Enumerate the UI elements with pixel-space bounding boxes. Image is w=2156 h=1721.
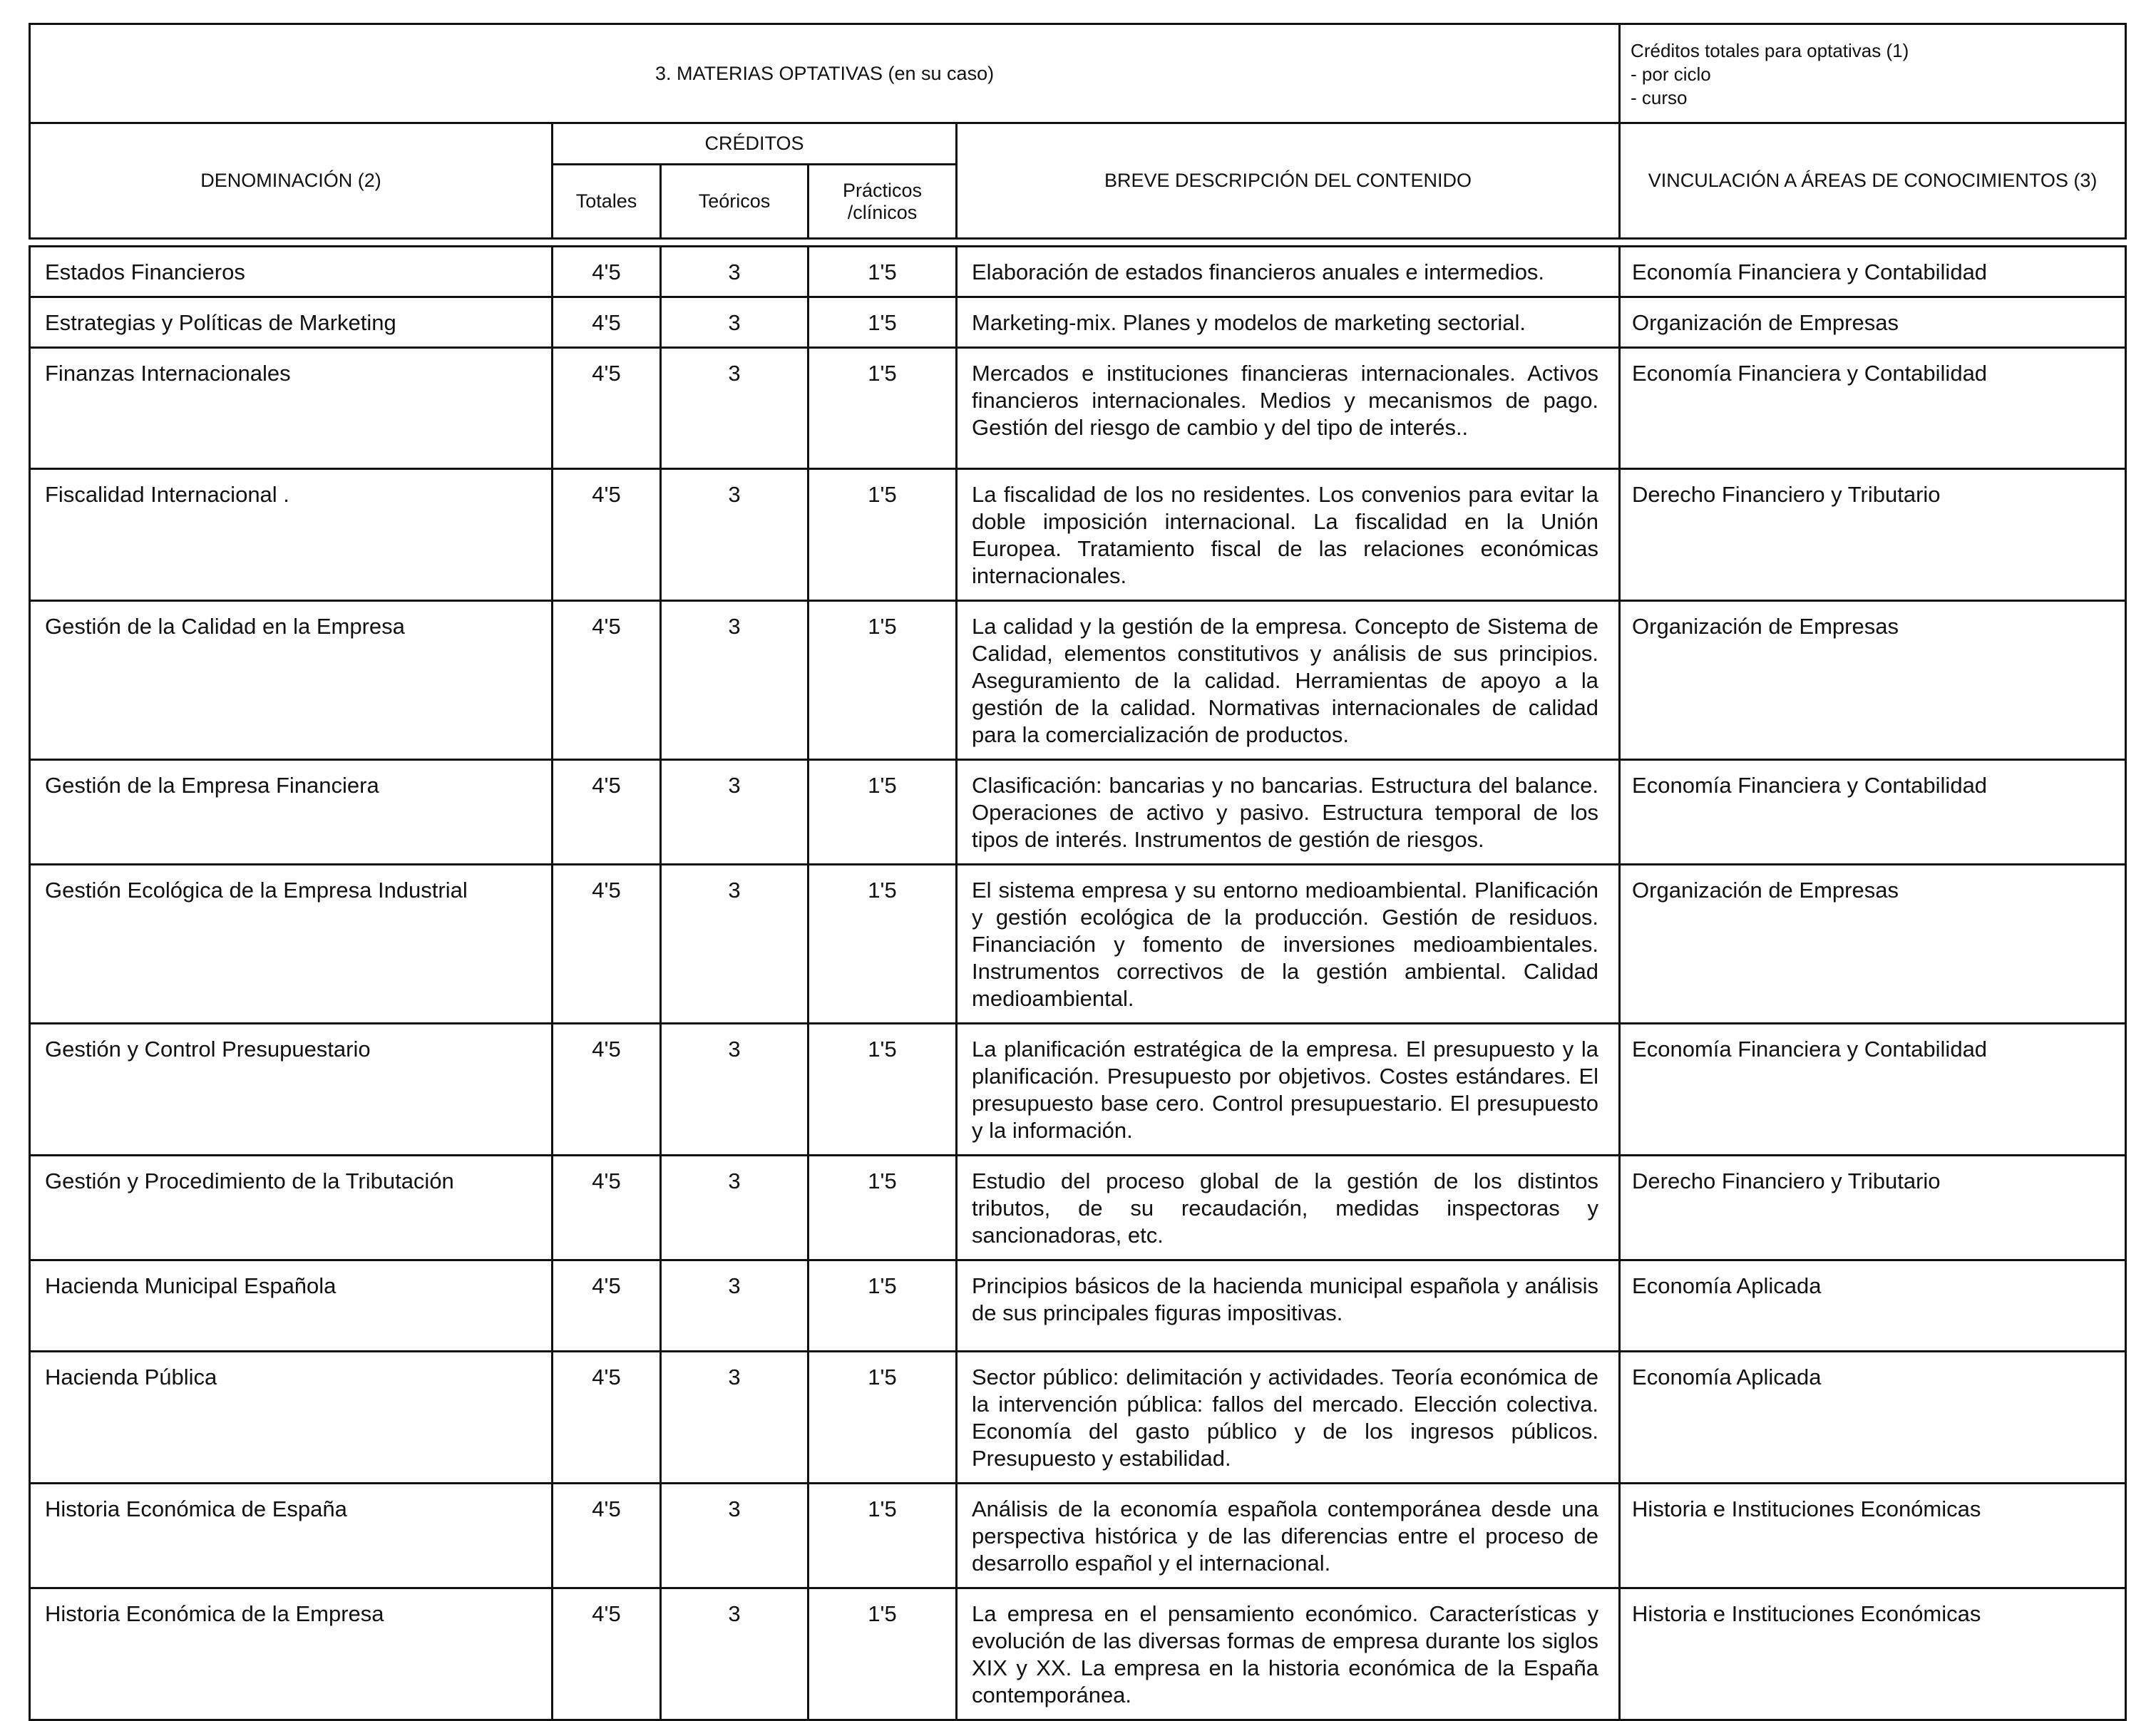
knowledge-area: Organización de Empresas [1620,601,2126,760]
credits-total: 4'5 [553,247,661,297]
credits-practice: 1'5 [808,760,957,865]
col-descripcion: BREVE DESCRIPCIÓN DEL CONTENIDO [957,123,1620,239]
optativas-sheet [29,23,2125,1721]
table-row [30,865,2126,1024]
credits-theory: 3 [661,1156,808,1260]
credits-note-line: - curso [1631,87,1688,108]
table-row [30,601,2126,760]
section-title: 3. MATERIAS OPTATIVAS (en su caso) [30,24,1620,123]
credits-theory: 3 [661,348,808,469]
subject-description: La fiscalidad de los no residentes. Los convenios para evitar la doble imposición internacional. La fiscalidad en la Unión Europea. Tratamiento fiscal de las relaciones económicas internacionales. [957,469,1620,601]
table-row [30,1156,2126,1260]
credits-practice: 1'5 [808,865,957,1024]
table-row [30,1260,2126,1352]
credits-practice: 1'5 [808,1156,957,1260]
subject-description: El sistema empresa y su entorno medioambiental. Planificación y gestión ecológica de la producción. Gestión de residuos. Financiación y fomento de inversiones medioambientales. Instrumentos correctivos de la gestión ambiental. Calidad medioambiental. [957,865,1620,1024]
credits-practice: 1'5 [808,1588,957,1720]
table-row [30,1352,2126,1484]
knowledge-area: Historia e Instituciones Económicas [1620,1484,2126,1588]
knowledge-area: Economía Financiera y Contabilidad [1620,247,2126,297]
knowledge-area: Organización de Empresas [1620,865,2126,1024]
knowledge-area: Economía Aplicada [1620,1260,2126,1352]
col-creditos: CRÉDITOS [553,123,957,165]
subject-description: La planificación estratégica de la empresa. El presupuesto y la planificación. Presupuesto por objetivos. Costes estándares. El presupuesto base cero. Control presupuestario. El presupuesto y la información. [957,1024,1620,1156]
credits-theory: 3 [661,469,808,601]
credits-total: 4'5 [553,760,661,865]
knowledge-area: Economía Financiera y Contabilidad [1620,1024,2126,1156]
knowledge-area: Economía Financiera y Contabilidad [1620,760,2126,865]
header-gap [30,239,2126,247]
credits-theory: 3 [661,297,808,348]
subject-description: Marketing-mix. Planes y modelos de marketing sectorial. [957,297,1620,348]
credits-total: 4'5 [553,348,661,469]
subject-name: Gestión de la Calidad en la Empresa [30,601,553,760]
col-denominacion: DENOMINACIÓN (2) [30,123,553,239]
credits-theory: 3 [661,1588,808,1720]
credits-practice: 1'5 [808,1024,957,1156]
table-row [30,760,2126,865]
credits-total: 4'5 [553,1588,661,1720]
subject-name: Hacienda Pública [30,1352,553,1484]
col-totales: Totales [553,165,661,239]
subject-name: Gestión Ecológica de la Empresa Industrial [30,865,553,1024]
knowledge-area: Economía Aplicada [1620,1352,2126,1484]
table-row [30,348,2126,469]
credits-practice: 1'5 [808,1352,957,1484]
subject-name: Estrategias y Políticas de Marketing [30,297,553,348]
col-vinculacion: VINCULACIÓN A ÁREAS DE CONOCIMIENTOS (3) [1620,123,2126,239]
knowledge-area: Organización de Empresas [1620,297,2126,348]
knowledge-area: Historia e Instituciones Económicas [1620,1588,2126,1720]
credits-total: 4'5 [553,865,661,1024]
credits-total: 4'5 [553,1352,661,1484]
subject-description: Mercados e instituciones financieras internacionales. Activos financieros internacionales. Medios y mecanismos de pago. Gestión del riesgo de cambio y del tipo de interés.. [957,348,1620,469]
subject-name: Estados Financieros [30,247,553,297]
subject-name: Historia Económica de la Empresa [30,1588,553,1720]
credits-theory: 3 [661,760,808,865]
credits-theory: 3 [661,1484,808,1588]
credits-theory: 3 [661,601,808,760]
credits-total: 4'5 [553,1156,661,1260]
credits-practice: 1'5 [808,601,957,760]
subject-description: Clasificación: bancarias y no bancarias. Estructura del balance. Operaciones de activo y pasivo. Estructura temporal de los tipos de interés. Instrumentos de gestión de riesgos. [957,760,1620,865]
subject-name: Finanzas Internacionales [30,348,553,469]
credits-theory: 3 [661,1260,808,1352]
credits-total: 4'5 [553,1260,661,1352]
gap-cell [30,239,2126,247]
credits-total: 4'5 [553,469,661,601]
credits-practice: 1'5 [808,1260,957,1352]
knowledge-area: Derecho Financiero y Tributario [1620,1156,2126,1260]
credits-total: 4'5 [553,601,661,760]
subject-description: Análisis de la economía española contemporánea desde una perspectiva histórica y de las diferencias entre el proceso de desarrollo español y el internacional. [957,1484,1620,1588]
subject-description: Principios básicos de la hacienda municipal española y análisis de sus principales figuras impositivas. [957,1260,1620,1352]
credits-note-line: Créditos totales para optativas (1) [1631,40,1909,61]
credits-practice: 1'5 [808,247,957,297]
credits-note [1620,24,2126,123]
credits-total: 4'5 [553,297,661,348]
subject-description: Elaboración de estados financieros anuales e intermedios. [957,247,1620,297]
subject-description: La calidad y la gestión de la empresa. Concepto de Sistema de Calidad, elementos constitutivos y análisis de sus principios. Aseguramiento de la calidad. Herramientas de apoyo a la gestión de la calidad. Normativas internacionales de calidad para la comercialización de productos. [957,601,1620,760]
table-row [30,1024,2126,1156]
credits-practice: 1'5 [808,348,957,469]
table-row [30,247,2126,297]
subject-description: La empresa en el pensamiento económico. Características y evolución de las diversas formas de empresa durante los siglos XIX y XX. La empresa en la historia económica de la España contemporánea. [957,1588,1620,1720]
subject-description: Estudio del proceso global de la gestión de los distintos tributos, de su recaudación, medidas inspectoras y sancionadoras, etc. [957,1156,1620,1260]
credits-total: 4'5 [553,1024,661,1156]
optativas-table [29,23,2127,1721]
subject-name: Historia Económica de España [30,1484,553,1588]
table-row [30,297,2126,348]
col-practicos: Prácticos /clínicos [808,165,957,239]
subject-name: Fiscalidad Internacional . [30,469,553,601]
credits-total: 4'5 [553,1484,661,1588]
subject-name: Gestión y Procedimiento de la Tributación [30,1156,553,1260]
knowledge-area: Derecho Financiero y Tributario [1620,469,2126,601]
section-header-row [30,24,2126,123]
table-row [30,1588,2126,1720]
credits-theory: 3 [661,1352,808,1484]
credits-theory: 3 [661,865,808,1024]
credits-practice: 1'5 [808,297,957,348]
knowledge-area: Economía Financiera y Contabilidad [1620,348,2126,469]
subject-description: Sector público: delimitación y actividades. Teoría económica de la intervención pública: fallos del mercado. Elección colectiva. Economía del gasto público y de los ingresos públicos. Presupuesto y estabilidad. [957,1352,1620,1484]
subject-name: Hacienda Municipal Española [30,1260,553,1352]
credits-theory: 3 [661,247,808,297]
col-teoricos: Teóricos [661,165,808,239]
credits-practice: 1'5 [808,1484,957,1588]
table-row [30,469,2126,601]
subject-name: Gestión y Control Presupuestario [30,1024,553,1156]
subject-name: Gestión de la Empresa Financiera [30,760,553,865]
column-header-row [30,123,2126,165]
credits-note-line: - por ciclo [1631,63,1711,85]
table-row [30,1484,2126,1588]
credits-theory: 3 [661,1024,808,1156]
credits-practice: 1'5 [808,469,957,601]
